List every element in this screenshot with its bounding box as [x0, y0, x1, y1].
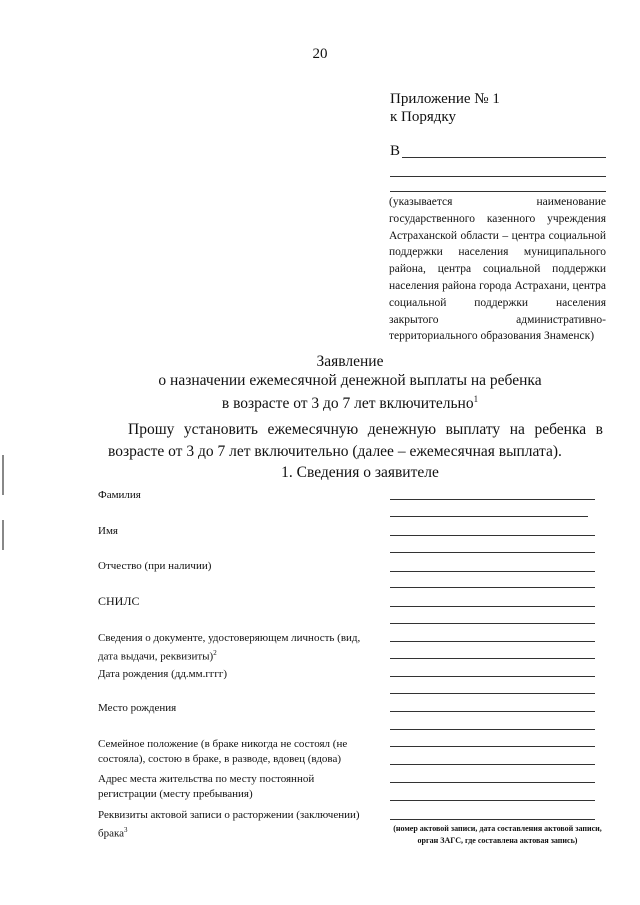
request-paragraph: Прошу установить ежемесячную денежную выплату на ребенка в возрасте от 3 до 7 лет включительно (далее – ежемесячная выплата).	[108, 421, 603, 460]
field-label-marital-status: Семейное положение (в браке никогда не состоял (не состояла), состою в браке, в разводе, вдовец (вдова)	[98, 738, 348, 765]
fill-line[interactable]	[390, 711, 595, 712]
field-label-surname: Фамилия	[98, 489, 141, 501]
field-label-name: Имя	[98, 525, 118, 537]
fill-line[interactable]	[390, 587, 595, 588]
fill-line[interactable]	[390, 729, 595, 730]
subtitle-text: в возрасте от 3 до 7 лет включительно	[221, 395, 474, 413]
fill-line[interactable]	[390, 516, 588, 517]
scan-edge-mark	[2, 520, 4, 550]
footnote-mark: 3	[124, 826, 128, 834]
addressee-line[interactable]	[390, 191, 606, 192]
record-caption: (номер актовой записи, дата составления актовой записи, орган ЗАГС, где составлена актовая запись)	[393, 824, 602, 845]
field-label-snils: СНИЛС	[98, 594, 140, 608]
fill-line[interactable]	[390, 535, 595, 536]
addressee-note: (указывается наименование государственного казенного учреждения Астраханской области – центра социальной поддержки населения муниципального района, центра социальной поддержки населения района города Астрахани, центра социальной поддержки населения закрытого административно-территориального образования Знаменск)	[389, 196, 606, 343]
addressee-line[interactable]	[390, 176, 606, 177]
fill-line[interactable]	[390, 746, 595, 747]
annex-line-2: к Порядку	[390, 109, 456, 125]
fill-line[interactable]	[390, 819, 595, 820]
fill-line[interactable]	[390, 693, 595, 694]
fill-line[interactable]	[390, 552, 595, 553]
field-label-birth-place: Место рождения	[98, 702, 177, 714]
document-subtitle-2	[0, 390, 640, 413]
field-label-id-document	[98, 631, 368, 665]
document-title: Заявление	[316, 353, 384, 370]
annex-line-1: Приложение № 1	[390, 91, 500, 107]
field-label-patronymic: Отчество (при наличии)	[98, 560, 212, 572]
footnote-mark: 1	[473, 394, 479, 404]
fill-line[interactable]	[390, 641, 595, 642]
fill-line[interactable]	[390, 623, 595, 624]
addressee-prefix: В	[390, 143, 401, 159]
annex-heading	[390, 90, 500, 126]
fill-line[interactable]	[390, 658, 595, 659]
fill-line[interactable]	[390, 571, 595, 572]
document-subtitle-1: о назначении ежемесячной денежной выплаты на ребенка	[158, 372, 542, 389]
marriage-record-text: Реквизиты актовой записи о расторжении (заключении) брака	[98, 809, 360, 840]
footnote-mark: 2	[213, 649, 217, 657]
field-label-birth-date: Дата рождения (дд.мм.гггг)	[98, 668, 228, 680]
fill-line[interactable]	[390, 800, 595, 801]
addressee-line[interactable]	[402, 157, 606, 158]
fill-line[interactable]	[390, 606, 595, 607]
field-label-marriage-record	[98, 808, 368, 842]
page-number: 20	[312, 46, 328, 62]
section-1-title: 1. Сведения о заявителе	[281, 464, 439, 481]
fill-line[interactable]	[390, 499, 595, 500]
field-label-address: Адрес места жительства по месту постоянной регистрации (месту пребывания)	[98, 773, 315, 800]
fill-line[interactable]	[390, 764, 595, 765]
fill-line[interactable]	[390, 676, 595, 677]
id-document-text: Сведения о документе, удостоверяющем личность (вид, дата выдачи, реквизиты)	[98, 632, 361, 663]
fill-line[interactable]	[390, 782, 595, 783]
